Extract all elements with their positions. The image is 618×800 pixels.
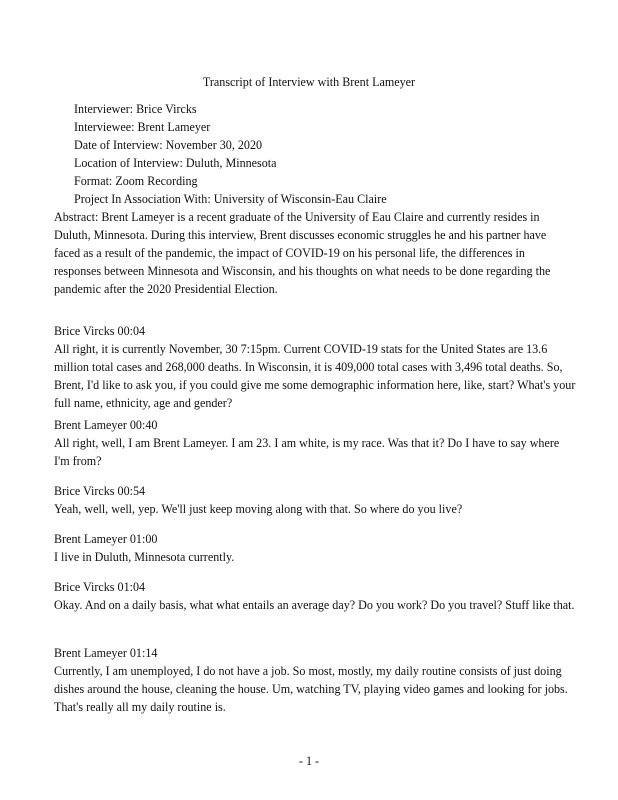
interview-metadata	[74, 100, 574, 208]
abstract-paragraph: Abstract: Brent Lameyer is a recent graduate of the University of Eau Claire and currently resides in Duluth, Minnesota. During this interview, Brent discusses economic struggles he and his partner have faced as a result of the pandemic, the impact of COVID-19 on his personal life, the differences in responses between Minnesota and Wisconsin, and his thoughts on what needs to be done regarding the pandemic after the 2020 Presidential Election.	[54, 210, 551, 296]
speaker-label: Brent Lameyer 01:00	[54, 532, 158, 546]
transcript-entry	[54, 322, 576, 412]
speaker-label: Brice Vircks 01:04	[54, 580, 146, 594]
speaker-label: Brice Vircks 00:54	[54, 484, 146, 498]
speaker-label: Brent Lameyer 00:40	[54, 418, 158, 432]
speaker-label: Brent Lameyer 01:14	[54, 646, 158, 660]
speech-text: All right, well, I am Brent Lameyer. I am 23. I am white, is my race. Was that it? Do I have to say where I'm from?	[54, 436, 560, 468]
speech-text: All right, it is currently November, 30 7:15pm. Current COVID-19 stats for the United States are 13.6 million total cases and 268,000 deaths. In Wisconsin, it is 409,000 total cases with 3,496 total deaths. So, Brent, I'd like to ask you, if you could give me some demographic information here, like, start? What's your full name, ethnicity, age and gender?	[54, 342, 576, 410]
transcript-entry	[54, 416, 576, 470]
meta-format: Format: Zoom Recording	[74, 174, 198, 188]
page-number: - 1 -	[298, 754, 320, 768]
speech-text: I live in Duluth, Minnesota currently.	[54, 550, 235, 564]
speech-text: Yeah, well, well, yep. We'll just keep moving along with that. So where do you live?	[54, 502, 463, 516]
meta-interviewee: Interviewee: Brent Lameyer	[74, 120, 211, 134]
transcript-entry	[54, 530, 576, 566]
meta-project: Project In Association With: University of Wisconsin-Eau Claire	[74, 192, 387, 206]
page-title: Transcript of Interview with Brent Lameyer	[202, 75, 416, 89]
meta-date: Date of Interview: November 30, 2020	[74, 138, 263, 152]
transcript-entry	[54, 578, 576, 614]
transcript-entry	[54, 482, 576, 518]
meta-location: Location of Interview: Duluth, Minnesota	[74, 156, 277, 170]
transcript-entry	[54, 644, 576, 716]
meta-interviewer: Interviewer: Brice Vircks	[74, 102, 197, 116]
speech-text: Currently, I am unemployed, I do not have a job. So most, mostly, my daily routine consists of just doing dishes around the house, cleaning the house. Um, watching TV, playing video games and looking for jobs. That's really all my daily routine is.	[54, 664, 568, 714]
speech-text: Okay. And on a daily basis, what what entails an average day? Do you work? Do you travel? Stuff like that.	[54, 598, 575, 612]
speaker-label: Brice Vircks 00:04	[54, 324, 146, 338]
